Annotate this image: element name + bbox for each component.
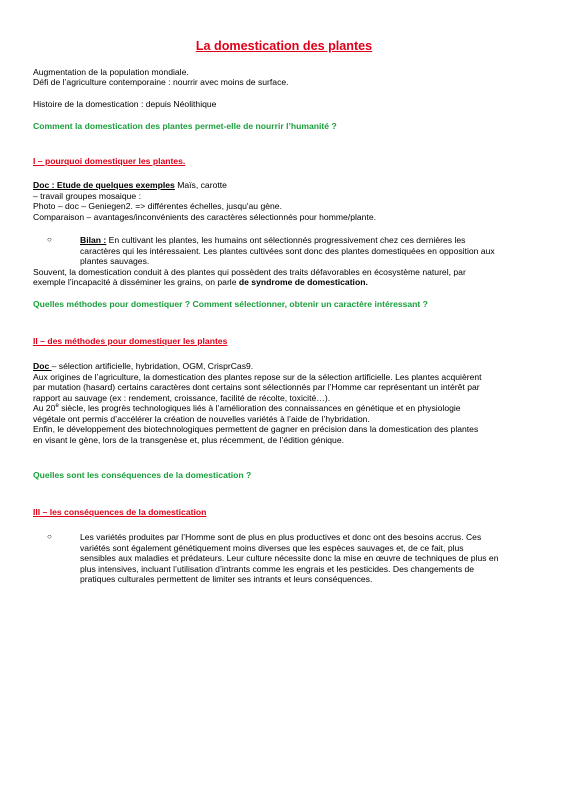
bullet-icon: ○ [47,235,52,244]
intro-line-1: Augmentation de la population mondiale. [33,67,189,77]
section3-heading: III – les conséquences de la domestication [33,507,207,517]
bullet-icon: ○ [47,532,52,541]
bilan-line-3: plantes sauvages. [80,256,150,266]
century-number: Au 20 [33,403,56,413]
section3-line-5: pratiques culturales permettent de limiter ses intrants et leurs conséquences. [80,574,373,584]
syndrome-term: de syndrome de domestication. [238,277,368,287]
section1-heading: I – pourquoi domestiquer les plantes. [33,156,186,166]
bilan-line-2: caractères qui les intéressaient. Les plantes cultivées sont donc des plantes domestiquées en opposition aux [80,246,495,256]
section1-line-3: Photo – doc – Geniegen2. => différentes échelles, jusqu'au gène. [33,201,282,211]
section3-line-3: sensibles aux maladies et prédateurs. Leur culture nécessite donc la mise en œuvre de techniques de plus en [80,553,499,563]
section2-heading: II – des méthodes pour domestiquer les plantes [33,336,228,346]
section1-after-1: Souvent, la domestication conduit à des plantes qui possèdent des traits défavorables en écosystème naturel, par [33,267,466,277]
intro-question: Comment la domestication des plantes permet-elle de nourrir l’humanité ? [33,121,337,131]
section2-para-line-7: en visant le gène, lors de la transgenèse et, plus récemment, de l’édition génique. [33,435,344,445]
section2-para-line-3: rapport au sauvage (ex : rendement, croissance, facilité de récolte, toxicité…). [33,393,331,403]
page-title: La domestication des plantes [195,39,373,53]
bilan-line-1 [80,235,530,245]
section3-line-4: plus intensives, incluant l’utilisation d’intrants comme les engrais et les pesticides. Des changements de [80,564,475,574]
intro-history: Histoire de la domestication : depuis Néolithique [33,99,217,109]
section2-para-line-4 [33,403,533,413]
section2-para-line-4-text: siècle, les progrès technologiques liés à l’amélioration des connaissances en génétique et en physiologie [58,403,461,413]
intro-line-2: Défi de l’agriculture contemporaine : nourrir avec moins de surface. [33,77,289,87]
section1-after-2-text: exemple l’incapacité à disséminer les grains, on parle [33,277,239,287]
section2-doc-line [33,361,533,371]
section2-doc-label: Doc [33,361,52,371]
section2-doc-rest: – sélection artificielle, hybridation, OGM, CrisprCas9. [51,361,254,371]
section2-para-line-2: par mutation (hasard) certains caractères dont certains sont sélectionnés par l’Homme car représentant un intérêt par [33,382,480,392]
century-superscript: e [55,403,59,410]
section3-line-2: variétés sont également génétiquement moins diverses que les espèces sauvages et, de ce fait, plus [80,543,464,553]
section2-para-line-6: Enfin, le développement des biotechnologiques permettent de gagner en précision dans la domestication des plantes [33,424,479,434]
section1-question: Quelles méthodes pour domestiquer ? Comment sélectionner, obtenir un caractère intéressant ? [33,299,428,309]
section2-para-line-1: Aux origines de l’agriculture, la domestication des plantes repose sur de la sélection artificielle. Les plantes acquièrent [33,372,482,382]
bilan-text-1: En cultivant les plantes, les humains ont sélectionnés progressivement chez ces dernières les [106,235,466,245]
section3-line-1: Les variétés produites par l’Homme sont de plus en plus productives et donc ont des besoins accrus. Ces [80,532,482,542]
section2-question: Quelles sont les conséquences de la domestication ? [33,470,252,480]
section1-line-2: – travail groupes mosaique : [33,191,141,201]
section1-after-2 [33,277,533,287]
bilan-label: Bilan : [80,235,107,245]
section1-doc-rest: Maïs, carotte [174,180,227,190]
section2-para-line-5: végétale ont permis d’accélérer la création de nouvelles variétés à l’aide de l’hybridation. [33,414,370,424]
section1-doc-label: Doc : Etude de quelques exemples [33,180,175,190]
section1-doc-line [33,180,533,190]
section1-line-4: Comparaison – avantages/inconvénients des caractères sélectionnés pour homme/plante. [33,212,376,222]
